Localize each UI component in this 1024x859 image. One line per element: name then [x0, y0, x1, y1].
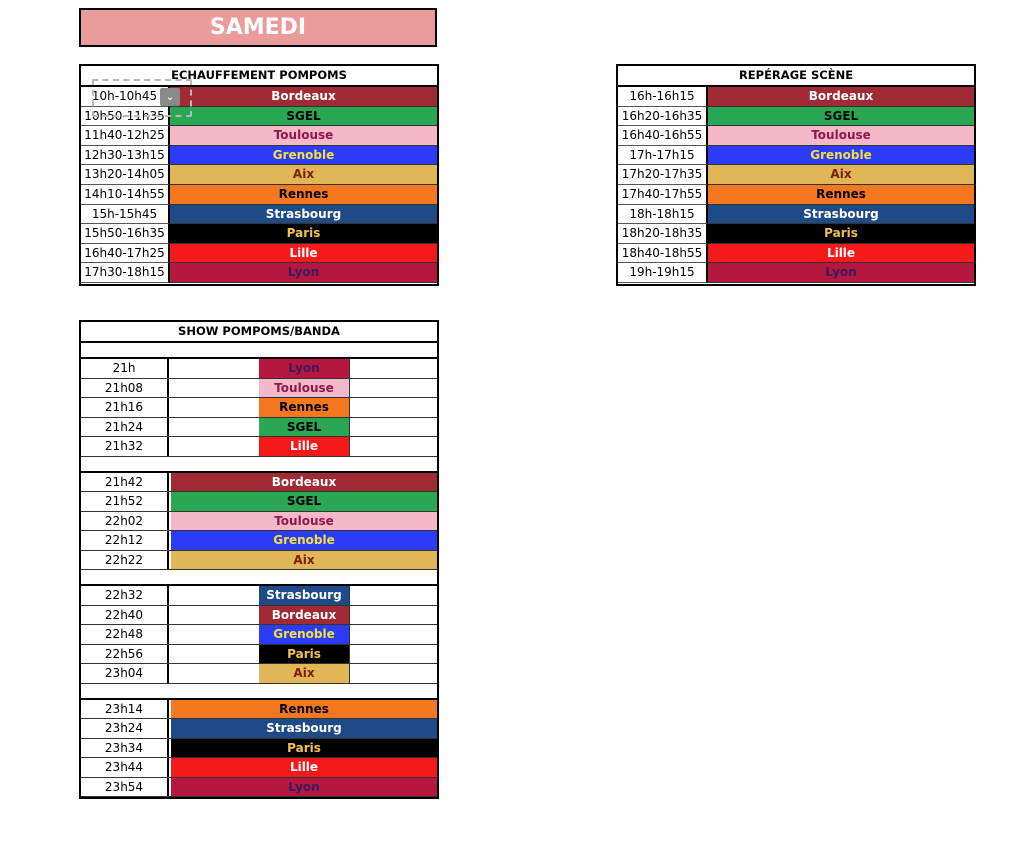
show-rows: [81, 343, 437, 797]
time-cell[interactable]: 17h40-17h55: [618, 185, 708, 205]
empty-cell[interactable]: [169, 664, 260, 683]
time-cell[interactable]: 21h16: [81, 398, 169, 417]
block-spacer: [81, 343, 437, 359]
table-row[interactable]: [618, 263, 974, 283]
table-row[interactable]: [81, 586, 437, 606]
team-cell[interactable]: SGEL: [259, 418, 349, 437]
team-cell[interactable]: Paris: [171, 739, 437, 758]
time-cell[interactable]: 22h56: [81, 645, 169, 664]
empty-cell[interactable]: [169, 359, 260, 378]
team-cell[interactable]: SGEL: [171, 492, 437, 511]
empty-cell[interactable]: [169, 418, 260, 437]
team-cell[interactable]: Aix: [259, 664, 349, 683]
block-spacer: [81, 457, 437, 473]
team-cell[interactable]: Bordeaux: [708, 87, 974, 107]
table-row[interactable]: [81, 625, 437, 645]
table-row[interactable]: [81, 700, 437, 720]
table-row[interactable]: [618, 87, 974, 107]
time-cell[interactable]: 23h44: [81, 758, 169, 777]
team-cell[interactable]: Toulouse: [708, 126, 974, 146]
table-row[interactable]: [81, 418, 437, 438]
team-cell[interactable]: Lille: [259, 437, 349, 456]
warmup-header: ECHAUFFEMENT POMPOMS: [81, 66, 437, 87]
team-cell[interactable]: Toulouse: [259, 379, 349, 398]
team-cell[interactable]: Strasbourg: [170, 205, 437, 225]
empty-cell[interactable]: [349, 398, 437, 417]
team-cell[interactable]: SGEL: [708, 107, 974, 127]
team-cell[interactable]: Strasbourg: [259, 586, 349, 605]
empty-cell[interactable]: [169, 437, 260, 456]
time-cell[interactable]: 23h54: [81, 778, 169, 797]
empty-cell[interactable]: [349, 379, 437, 398]
table-row[interactable]: [81, 185, 437, 205]
team-cell[interactable]: Strasbourg: [171, 719, 437, 738]
table-row[interactable]: [618, 205, 974, 225]
table-row[interactable]: [81, 244, 437, 264]
table-row[interactable]: [81, 719, 437, 739]
table-row[interactable]: [81, 379, 437, 399]
time-cell[interactable]: 21h24: [81, 418, 169, 437]
time-cell[interactable]: 15h50-16h35: [81, 224, 170, 244]
team-cell[interactable]: Toulouse: [170, 126, 437, 146]
team-cell[interactable]: Lyon: [170, 263, 437, 283]
time-cell[interactable]: 17h20-17h35: [618, 165, 708, 185]
time-cell[interactable]: 16h40-16h55: [618, 126, 708, 146]
empty-cell[interactable]: [349, 359, 437, 378]
time-cell[interactable]: 11h40-12h25: [81, 126, 170, 146]
table-row[interactable]: [81, 606, 437, 626]
stage-rows: [618, 87, 974, 283]
table-row[interactable]: [81, 492, 437, 512]
time-cell[interactable]: 23h14: [81, 700, 169, 719]
table-row[interactable]: [81, 126, 437, 146]
table-row[interactable]: [81, 512, 437, 532]
chevron-down-icon[interactable]: ⌄: [160, 88, 180, 106]
table-row[interactable]: [618, 126, 974, 146]
team-cell[interactable]: Lille: [708, 244, 974, 264]
time-cell[interactable]: 10h50-11h35: [81, 107, 170, 127]
block-spacer: [81, 684, 437, 700]
empty-cell[interactable]: [169, 625, 260, 644]
time-cell[interactable]: 18h40-18h55: [618, 244, 708, 264]
table-row[interactable]: [81, 645, 437, 665]
time-cell[interactable]: 23h04: [81, 664, 169, 683]
table-row[interactable]: [81, 398, 437, 418]
table-row[interactable]: [81, 165, 437, 185]
time-cell[interactable]: 21h: [81, 359, 169, 378]
team-cell[interactable]: Bordeaux: [171, 473, 437, 492]
table-row[interactable]: [618, 224, 974, 244]
time-cell[interactable]: 15h-15h45: [81, 205, 170, 225]
time-cell[interactable]: 16h-16h15: [618, 87, 708, 107]
team-cell[interactable]: Lyon: [708, 263, 974, 283]
table-row[interactable]: [81, 359, 437, 379]
time-cell[interactable]: 14h10-14h55: [81, 185, 170, 205]
sheet-title: SAMEDI: [79, 8, 437, 47]
empty-cell[interactable]: [349, 606, 437, 625]
empty-cell[interactable]: [169, 398, 260, 417]
time-cell[interactable]: 23h24: [81, 719, 169, 738]
time-cell[interactable]: 21h32: [81, 437, 169, 456]
time-cell[interactable]: 21h08: [81, 379, 169, 398]
team-cell[interactable]: Grenoble: [708, 146, 974, 166]
team-cell[interactable]: Grenoble: [259, 625, 349, 644]
block-spacer: [81, 570, 437, 586]
team-cell[interactable]: Paris: [708, 224, 974, 244]
team-cell[interactable]: Bordeaux: [170, 87, 437, 107]
table-row[interactable]: [81, 664, 437, 684]
time-cell[interactable]: 21h52: [81, 492, 169, 511]
table-row[interactable]: [81, 778, 437, 798]
team-cell[interactable]: Aix: [171, 551, 437, 570]
table-row[interactable]: [618, 146, 974, 166]
table-row[interactable]: [618, 107, 974, 127]
time-cell[interactable]: 22h48: [81, 625, 169, 644]
show-header: SHOW POMPOMS/BANDA: [81, 322, 437, 343]
time-cell[interactable]: 17h30-18h15: [81, 263, 170, 283]
team-cell[interactable]: Bordeaux: [259, 606, 349, 625]
time-cell[interactable]: 10h-10h45: [81, 87, 170, 107]
team-cell[interactable]: Lille: [170, 244, 437, 264]
empty-cell[interactable]: [349, 664, 437, 683]
empty-cell[interactable]: [349, 625, 437, 644]
team-cell[interactable]: Rennes: [708, 185, 974, 205]
empty-cell[interactable]: [169, 645, 260, 664]
time-cell[interactable]: 22h40: [81, 606, 169, 625]
team-cell[interactable]: Paris: [170, 224, 437, 244]
empty-cell[interactable]: [169, 379, 260, 398]
table-row[interactable]: [81, 758, 437, 778]
team-cell[interactable]: Lille: [171, 758, 437, 777]
team-cell[interactable]: Aix: [170, 165, 437, 185]
table-row[interactable]: [618, 165, 974, 185]
table-row[interactable]: [81, 551, 437, 571]
time-cell[interactable]: 22h22: [81, 551, 169, 570]
team-cell[interactable]: Grenoble: [171, 531, 437, 550]
team-cell[interactable]: Rennes: [259, 398, 349, 417]
team-cell[interactable]: Lyon: [171, 778, 437, 797]
table-row[interactable]: [81, 146, 437, 166]
empty-cell[interactable]: [349, 586, 437, 605]
empty-cell[interactable]: [349, 437, 437, 456]
empty-cell[interactable]: [169, 606, 260, 625]
empty-cell[interactable]: [169, 586, 260, 605]
team-cell[interactable]: Toulouse: [171, 512, 437, 531]
team-cell[interactable]: Aix: [708, 165, 974, 185]
team-cell[interactable]: Rennes: [171, 700, 437, 719]
stage-header: REPÉRAGE SCÈNE: [618, 66, 974, 87]
time-cell[interactable]: 21h42: [81, 473, 169, 492]
team-cell[interactable]: Grenoble: [170, 146, 437, 166]
team-cell[interactable]: Paris: [259, 645, 349, 664]
table-row[interactable]: [618, 244, 974, 264]
table-row[interactable]: [81, 224, 437, 244]
time-cell[interactable]: 22h32: [81, 586, 169, 605]
table-row[interactable]: [81, 263, 437, 283]
team-cell[interactable]: SGEL: [170, 107, 437, 127]
time-cell[interactable]: 16h40-17h25: [81, 244, 170, 264]
time-cell[interactable]: 23h34: [81, 739, 169, 758]
time-cell[interactable]: 16h20-16h35: [618, 107, 708, 127]
time-cell[interactable]: 13h20-14h05: [81, 165, 170, 185]
table-row[interactable]: [81, 205, 437, 225]
table-row[interactable]: [81, 739, 437, 759]
time-cell[interactable]: 18h20-18h35: [618, 224, 708, 244]
show-table: [79, 320, 439, 799]
time-cell[interactable]: 18h-18h15: [618, 205, 708, 225]
empty-cell[interactable]: [349, 645, 437, 664]
table-row[interactable]: [81, 437, 437, 457]
time-cell[interactable]: 17h-17h15: [618, 146, 708, 166]
table-row[interactable]: [81, 531, 437, 551]
team-cell[interactable]: Rennes: [170, 185, 437, 205]
empty-cell[interactable]: [349, 418, 437, 437]
team-cell[interactable]: Strasbourg: [708, 205, 974, 225]
time-cell[interactable]: 22h02: [81, 512, 169, 531]
time-cell[interactable]: 12h30-13h15: [81, 146, 170, 166]
time-cell[interactable]: 22h12: [81, 531, 169, 550]
team-cell[interactable]: Lyon: [259, 359, 349, 378]
time-cell[interactable]: 19h-19h15: [618, 263, 708, 283]
table-row[interactable]: [618, 185, 974, 205]
stage-table: [616, 64, 976, 286]
table-row[interactable]: [81, 473, 437, 493]
